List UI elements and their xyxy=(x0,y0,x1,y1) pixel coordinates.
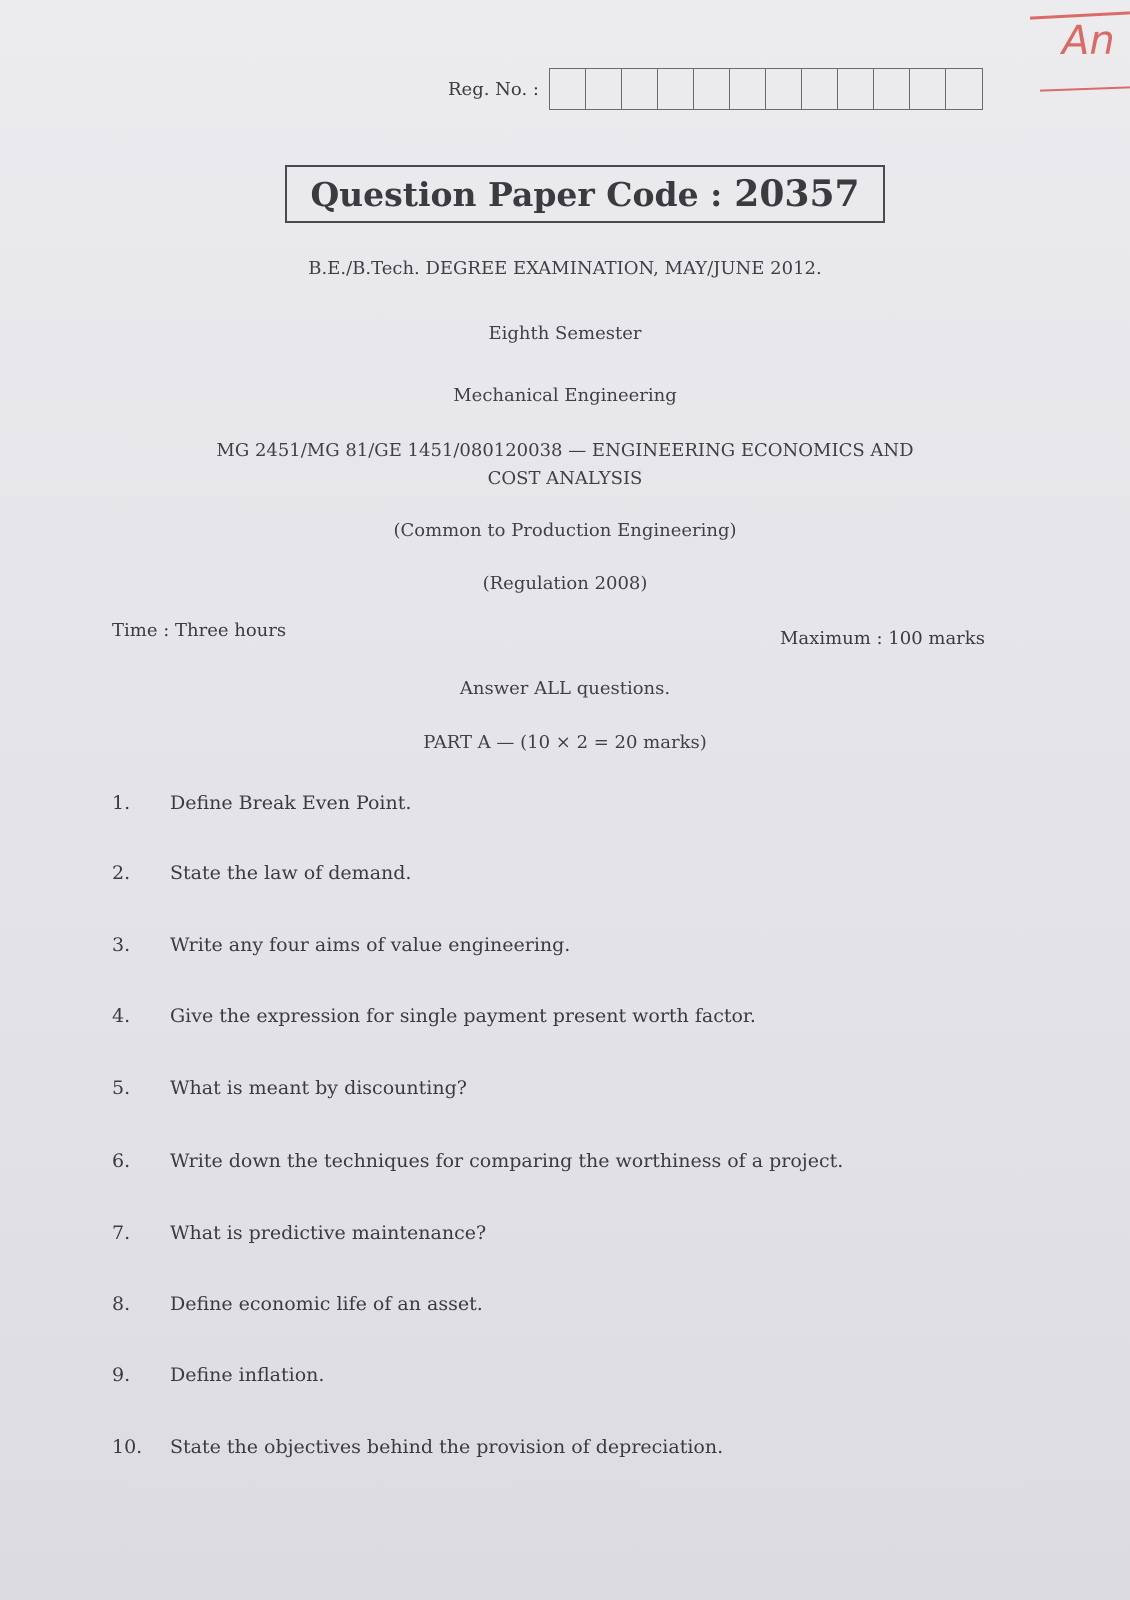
question-text: Define inflation. xyxy=(170,1364,325,1386)
maximum-marks: Maximum : 100 marks xyxy=(780,628,985,649)
question-item xyxy=(112,1077,467,1099)
question-number: 6. xyxy=(112,1150,131,1172)
question-item xyxy=(112,1005,756,1027)
question-item xyxy=(112,1436,723,1458)
reg-no-box xyxy=(874,69,910,109)
reg-no-box xyxy=(766,69,802,109)
question-text: Write any four aims of value engineering. xyxy=(170,934,571,956)
reg-no-box xyxy=(910,69,946,109)
semester: Eighth Semester xyxy=(488,323,642,344)
department: Mechanical Engineering xyxy=(453,385,677,406)
question-number: 5. xyxy=(112,1077,131,1099)
question-number: 1. xyxy=(112,792,131,814)
question-item xyxy=(112,862,411,884)
reg-no-box xyxy=(658,69,694,109)
question-text: Write down the techniques for comparing the worthiness of a project. xyxy=(170,1150,844,1172)
question-item xyxy=(112,792,411,814)
question-item xyxy=(112,1150,843,1172)
question-number: 2. xyxy=(112,862,131,884)
instruction: Answer ALL questions. xyxy=(459,678,671,699)
exam-title: B.E./B.Tech. DEGREE EXAMINATION, MAY/JUNE 2012. xyxy=(308,258,822,279)
question-item xyxy=(112,1364,324,1386)
annotation-underline-bottom xyxy=(1040,86,1130,91)
reg-no-label: Reg. No. : xyxy=(448,78,539,100)
reg-no-box xyxy=(622,69,658,109)
question-text: What is predictive maintenance? xyxy=(170,1222,487,1244)
reg-no-box xyxy=(694,69,730,109)
question-number: 8. xyxy=(112,1293,131,1315)
common-to: (Common to Production Engineering) xyxy=(393,520,737,541)
question-number: 4. xyxy=(112,1005,131,1027)
question-text: What is meant by discounting? xyxy=(170,1077,467,1099)
question-item xyxy=(112,934,570,956)
time-allowed: Time : Three hours xyxy=(112,620,287,641)
question-number: 9. xyxy=(112,1364,131,1386)
question-paper-code-label: Question Paper Code : xyxy=(310,174,723,214)
regulation: (Regulation 2008) xyxy=(482,573,648,594)
handwritten-annotation: An xyxy=(1062,18,1115,64)
question-text: Define Break Even Point. xyxy=(170,792,412,814)
question-paper-code-box xyxy=(285,165,885,223)
question-paper-code-number: 20357 xyxy=(734,173,860,215)
question-item xyxy=(112,1293,483,1315)
question-number: 3. xyxy=(112,934,131,956)
reg-no-boxes xyxy=(549,68,983,110)
reg-no-box xyxy=(946,69,982,109)
reg-no-box xyxy=(838,69,874,109)
question-text: Define economic life of an asset. xyxy=(170,1293,483,1315)
subject-line-1: MG 2451/MG 81/GE 1451/080120038 — ENGINEERING ECONOMICS AND xyxy=(216,440,914,461)
subject-line-2: COST ANALYSIS xyxy=(487,468,643,489)
reg-no-box xyxy=(802,69,838,109)
question-number: 10. xyxy=(112,1436,143,1458)
reg-no-box xyxy=(550,69,586,109)
question-text: State the objectives behind the provision of depreciation. xyxy=(170,1436,724,1458)
reg-no xyxy=(448,68,983,110)
question-text: State the law of demand. xyxy=(170,862,412,884)
reg-no-box xyxy=(586,69,622,109)
question-text: Give the expression for single payment present worth factor. xyxy=(170,1005,756,1027)
part-heading: PART A — (10 × 2 = 20 marks) xyxy=(423,732,707,753)
reg-no-box xyxy=(730,69,766,109)
question-number: 7. xyxy=(112,1222,131,1244)
question-item xyxy=(112,1222,486,1244)
